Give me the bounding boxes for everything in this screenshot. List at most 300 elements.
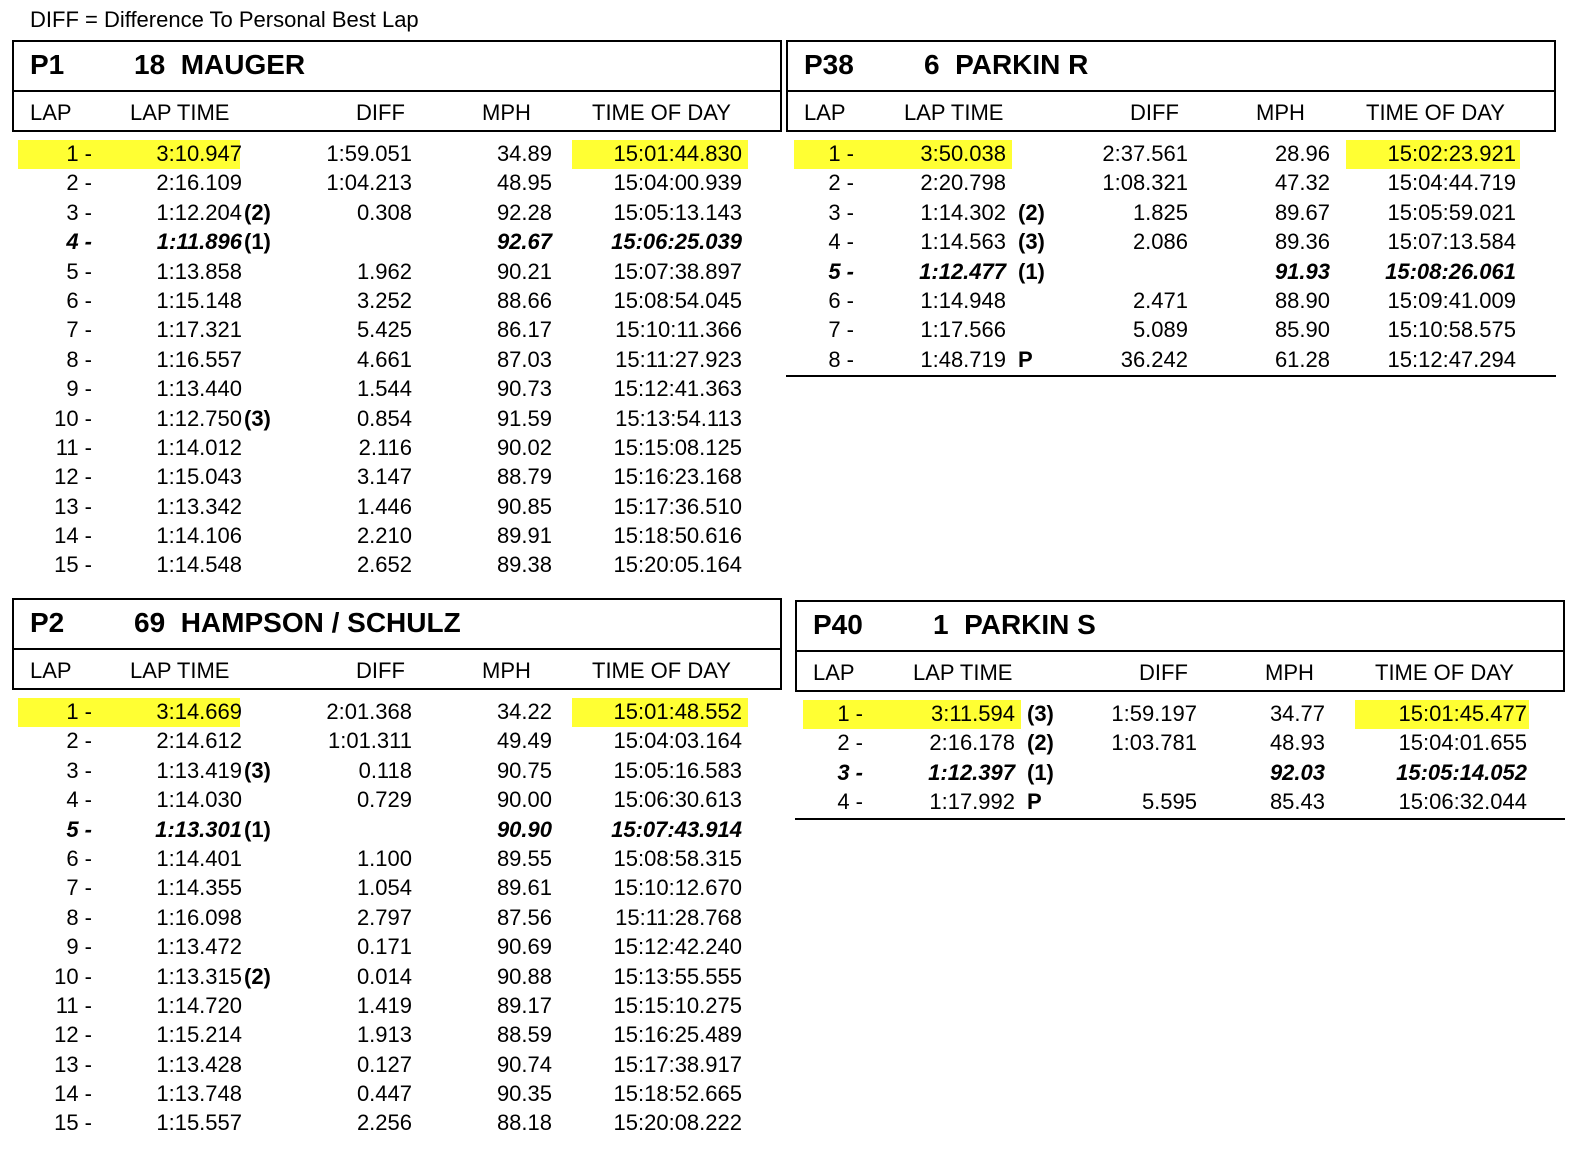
lap-time-of-day: 15:18:52.665 — [613, 1081, 742, 1107]
lap-mph: 34.22 — [496, 699, 552, 724]
lap-diff: 1.054 — [356, 875, 412, 901]
lap-time-of-day: 15:06:25.039 — [611, 229, 742, 255]
lap-time-of-day: 15:10:12.670 — [613, 875, 742, 901]
driver-position: P2 — [30, 607, 65, 638]
lap-row — [786, 346, 1556, 375]
lap-time: 1:13.472 — [156, 934, 242, 960]
lap-number: 1 - — [66, 141, 92, 166]
lap-time-of-day: 15:05:16.583 — [613, 757, 742, 783]
lap-time-of-day: 15:16:25.489 — [613, 1022, 742, 1048]
lap-row — [12, 874, 782, 903]
lap-mph: 88.66 — [496, 287, 552, 313]
lap-row — [12, 904, 782, 933]
lap-mph: 48.95 — [496, 170, 552, 196]
lap-mph: 90.00 — [496, 787, 552, 813]
lap-mph: 92.67 — [496, 229, 552, 255]
lap-diff: 5.595 — [1141, 789, 1197, 815]
lap-time: 1:14.355 — [156, 875, 242, 901]
lap-number: 7 - — [66, 317, 92, 343]
lap-time: 1:12.750 — [156, 405, 242, 431]
driver-header-box — [795, 600, 1565, 692]
lap-mph: 90.75 — [496, 757, 552, 783]
lap-rank-mark: (3) — [1027, 701, 1054, 726]
lap-time-of-day: 15:07:43.914 — [611, 816, 742, 842]
lap-time-of-day: 15:04:44.719 — [1387, 170, 1516, 196]
lap-diff: 2.210 — [356, 523, 412, 549]
lap-diff: 2.116 — [358, 434, 412, 460]
lap-table — [12, 140, 782, 581]
lap-time-of-day: 15:07:13.584 — [1387, 229, 1516, 255]
lap-time-of-day: 15:18:50.616 — [613, 523, 742, 549]
lap-diff: 1.825 — [1132, 199, 1188, 225]
lap-mph: 28.96 — [1274, 141, 1330, 166]
header-mph: MPH — [482, 658, 531, 683]
lap-row — [12, 698, 782, 727]
lap-rank-mark: (1) — [1027, 759, 1054, 785]
lap-row — [12, 522, 782, 551]
header-diff: DIFF — [356, 658, 405, 683]
lap-number: 6 - — [66, 845, 92, 871]
lap-number: 14 - — [54, 523, 92, 549]
lap-time: 1:13.342 — [156, 493, 242, 519]
lap-number: 6 - — [66, 287, 92, 313]
header-tod: TIME OF DAY — [592, 658, 731, 683]
lap-table — [12, 698, 782, 1139]
lap-diff: 1:04.213 — [326, 170, 412, 196]
driver-title-row — [14, 600, 780, 650]
lap-number: 7 - — [66, 875, 92, 901]
lap-diff: 1:59.197 — [1111, 701, 1197, 726]
lap-time: 3:11.594 — [930, 701, 1015, 726]
driver-title-row — [797, 602, 1563, 652]
lap-diff: 0.171 — [356, 934, 412, 960]
lap-number: 3 - — [837, 759, 863, 785]
lap-diff: 0.014 — [356, 963, 412, 989]
header-lap: LAP — [804, 100, 846, 125]
lap-time-of-day: 15:12:47.294 — [1387, 346, 1516, 372]
lap-row — [12, 463, 782, 492]
lap-diff: 2.256 — [356, 1110, 412, 1136]
header-mph: MPH — [482, 100, 531, 125]
lap-row — [786, 169, 1556, 198]
lap-rank-mark: (1) — [244, 816, 271, 842]
lap-row — [12, 845, 782, 874]
lap-time-of-day: 15:15:10.275 — [613, 992, 742, 1018]
lap-time-of-day: 15:12:42.240 — [613, 934, 742, 960]
driver-name: 1 PARKIN S — [933, 609, 1096, 640]
header-tod: TIME OF DAY — [1366, 100, 1505, 125]
lap-row — [12, 169, 782, 198]
column-headers — [14, 650, 780, 688]
lap-diff: 1.544 — [356, 376, 412, 402]
lap-row — [795, 759, 1565, 788]
lap-rank-mark: (2) — [1027, 730, 1054, 756]
lap-number: 15 - — [54, 552, 92, 578]
lap-number: 14 - — [54, 1081, 92, 1107]
driver-panel-p40 — [795, 600, 1565, 820]
lap-row — [12, 1051, 782, 1080]
lap-mph: 90.85 — [496, 493, 552, 519]
lap-time: 1:14.012 — [156, 434, 242, 460]
lap-diff: 1:08.321 — [1102, 170, 1188, 196]
column-headers — [14, 92, 780, 130]
lap-row — [786, 199, 1556, 228]
lap-diff: 2.086 — [1132, 229, 1188, 255]
lap-row — [12, 287, 782, 316]
driver-panel-p2 — [12, 598, 782, 1139]
lap-mph: 87.03 — [496, 346, 552, 372]
header-tod: TIME OF DAY — [1375, 660, 1514, 685]
lap-time-of-day: 15:04:01.655 — [1398, 730, 1527, 756]
lap-time-of-day: 15:12:41.363 — [613, 376, 742, 402]
lap-time-of-day: 15:08:26.061 — [1385, 258, 1516, 284]
lap-mph: 89.36 — [1274, 229, 1330, 255]
header-lap: LAP — [813, 660, 855, 685]
lap-time-of-day: 15:06:30.613 — [613, 787, 742, 813]
lap-time: 3:14.669 — [156, 699, 242, 724]
lap-mph: 89.55 — [496, 845, 552, 871]
lap-row — [786, 316, 1556, 345]
lap-mph: 88.79 — [496, 464, 552, 490]
driver-header-box — [786, 40, 1556, 132]
lap-row — [12, 140, 782, 169]
lap-number: 15 - — [54, 1110, 92, 1136]
lap-number: 4 - — [66, 787, 92, 813]
driver-header-box — [12, 40, 782, 132]
lap-time: 1:16.098 — [156, 904, 242, 930]
lap-row — [12, 346, 782, 375]
lap-number: 8 - — [66, 904, 92, 930]
driver-name: 18 MAUGER — [134, 49, 306, 80]
diff-legend: DIFF = Difference To Personal Best Lap — [30, 7, 419, 32]
lap-number: 12 - — [54, 464, 92, 490]
lap-mph: 34.89 — [496, 141, 552, 166]
lap-mph: 90.02 — [496, 434, 552, 460]
lap-number: 2 - — [837, 730, 863, 756]
lap-row — [786, 258, 1556, 287]
lap-row — [12, 258, 782, 287]
lap-diff: 2.652 — [356, 552, 412, 578]
lap-time: 2:16.178 — [929, 730, 1015, 756]
lap-time: 1:15.043 — [156, 464, 242, 490]
lap-time-of-day: 15:01:44.830 — [613, 141, 742, 166]
lap-diff: 1.100 — [356, 845, 412, 871]
header-mph: MPH — [1256, 100, 1305, 125]
lap-number: 3 - — [66, 199, 92, 225]
lap-time-of-day: 15:04:00.939 — [613, 170, 742, 196]
lap-number: 11 - — [55, 434, 92, 460]
lap-mph: 90.35 — [496, 1081, 552, 1107]
lap-time-of-day: 15:13:55.555 — [613, 963, 742, 989]
lap-time: 2:14.612 — [156, 728, 242, 754]
lap-diff: 2:37.561 — [1102, 141, 1188, 166]
column-headers — [797, 652, 1563, 690]
lap-time: 1:14.548 — [156, 552, 242, 578]
lap-time: 1:12.477 — [919, 258, 1006, 284]
driver-panel-p1 — [12, 40, 782, 581]
lap-row — [12, 933, 782, 962]
lap-time: 1:13.428 — [156, 1051, 242, 1077]
lap-time-of-day: 15:10:11.366 — [615, 317, 742, 343]
column-headers — [788, 92, 1554, 130]
lap-number: 5 - — [828, 258, 854, 284]
lap-number: 2 - — [66, 170, 92, 196]
lap-mph: 90.90 — [496, 816, 552, 842]
lap-rank-mark: (2) — [244, 199, 271, 225]
header-diff: DIFF — [1139, 660, 1188, 685]
header-tod: TIME OF DAY — [592, 100, 731, 125]
lap-row — [12, 816, 782, 845]
lap-time-of-day: 15:05:14.052 — [1396, 759, 1527, 785]
lap-number: 4 - — [66, 229, 92, 255]
lap-time: 1:12.397 — [928, 759, 1015, 785]
lap-mph: 85.90 — [1274, 317, 1330, 343]
lap-time: 2:16.109 — [156, 170, 242, 196]
lap-mph: 34.77 — [1269, 701, 1325, 726]
lap-diff: 1:01.311 — [327, 728, 412, 754]
lap-number: 1 - — [837, 701, 863, 726]
lap-time-of-day: 15:07:38.897 — [613, 258, 742, 284]
lap-time: 2:20.798 — [920, 170, 1006, 196]
lap-mph: 90.21 — [496, 258, 552, 284]
lap-time-of-day: 15:08:54.045 — [613, 287, 742, 313]
lap-time: 1:16.557 — [156, 346, 242, 372]
lap-time-of-day: 15:01:48.552 — [613, 699, 742, 724]
lap-row — [12, 199, 782, 228]
lap-rank-mark: P — [1027, 789, 1042, 815]
lap-rank-mark: (3) — [244, 757, 271, 783]
lap-diff: 1.446 — [356, 493, 412, 519]
lap-number: 5 - — [66, 816, 92, 842]
lap-diff: 0.729 — [356, 787, 412, 813]
lap-diff: 1:59.051 — [326, 141, 412, 166]
lap-number: 5 - — [66, 258, 92, 284]
lap-number: 11 - — [55, 992, 92, 1018]
lap-mph: 91.59 — [496, 405, 552, 431]
lap-diff: 0.127 — [356, 1051, 412, 1077]
lap-diff: 3.252 — [356, 287, 412, 313]
lap-time: 1:14.401 — [156, 845, 242, 871]
lap-time-of-day: 15:20:05.164 — [613, 552, 742, 578]
lap-row — [795, 729, 1565, 758]
lap-mph: 49.49 — [496, 728, 552, 754]
lap-number: 3 - — [828, 199, 854, 225]
lap-number: 3 - — [66, 757, 92, 783]
lap-time: 1:15.214 — [156, 1022, 242, 1048]
lap-rank-mark: (2) — [1018, 199, 1045, 225]
lap-number: 4 - — [828, 229, 854, 255]
lap-time-of-day: 15:16:23.168 — [613, 464, 742, 490]
lap-number: 9 - — [66, 934, 92, 960]
lap-time: 1:13.748 — [156, 1081, 242, 1107]
lap-rank-mark: (3) — [244, 405, 271, 431]
lap-row — [12, 316, 782, 345]
lap-time-of-day: 15:10:58.575 — [1387, 317, 1516, 343]
lap-mph: 86.17 — [496, 317, 552, 343]
lap-number: 10 - — [54, 405, 92, 431]
lap-time: 1:14.720 — [156, 992, 242, 1018]
lap-mph: 90.73 — [496, 376, 552, 402]
lap-time-of-day: 15:17:36.510 — [613, 493, 742, 519]
lap-mph: 89.38 — [496, 552, 552, 578]
lap-row — [12, 963, 782, 992]
lap-rank-mark: P — [1018, 346, 1033, 372]
lap-mph: 90.69 — [496, 934, 552, 960]
lap-time-of-day: 15:17:38.917 — [613, 1051, 742, 1077]
lap-row — [795, 788, 1565, 817]
lap-diff: 1:03.781 — [1111, 730, 1197, 756]
lap-row — [12, 1021, 782, 1050]
lap-number: 6 - — [828, 287, 854, 313]
lap-time: 1:11.896 — [156, 229, 242, 255]
header-lap: LAP — [30, 658, 72, 683]
lap-number: 4 - — [837, 789, 863, 815]
lap-rank-mark: (1) — [1018, 258, 1045, 284]
lap-row — [12, 727, 782, 756]
header-mph: MPH — [1265, 660, 1314, 685]
lap-time-of-day: 15:05:13.143 — [613, 199, 742, 225]
lap-number: 13 - — [54, 493, 92, 519]
lap-row — [12, 1109, 782, 1138]
header-lap-time: LAP TIME — [130, 658, 230, 683]
lap-mph: 85.43 — [1269, 789, 1325, 815]
lap-number: 1 - — [828, 141, 854, 166]
lap-row — [12, 757, 782, 786]
header-lap: LAP — [30, 100, 72, 125]
lap-time: 1:14.302 — [920, 199, 1006, 225]
lap-row — [12, 375, 782, 404]
lap-table — [786, 140, 1556, 377]
lap-mph: 89.91 — [496, 523, 552, 549]
lap-mph: 92.28 — [496, 199, 552, 225]
driver-position: P40 — [813, 609, 863, 640]
lap-time: 1:14.948 — [920, 287, 1006, 313]
lap-time: 1:15.148 — [156, 287, 242, 313]
lap-row — [12, 228, 782, 257]
lap-time: 1:13.419 — [156, 757, 242, 783]
lap-mph: 89.67 — [1274, 199, 1330, 225]
lap-row — [12, 551, 782, 580]
header-diff: DIFF — [356, 100, 405, 125]
lap-table — [795, 700, 1565, 820]
lap-number: 10 - — [54, 963, 92, 989]
lap-number: 12 - — [54, 1022, 92, 1048]
lap-diff: 1.913 — [356, 1022, 412, 1048]
lap-mph: 48.93 — [1269, 730, 1325, 756]
lap-row — [786, 287, 1556, 316]
driver-title-row — [14, 42, 780, 92]
lap-rank-mark: (3) — [1018, 229, 1045, 255]
lap-row — [12, 493, 782, 522]
lap-diff: 0.118 — [358, 757, 412, 783]
lap-time-of-day: 15:05:59.021 — [1387, 199, 1516, 225]
lap-time: 1:14.106 — [156, 523, 242, 549]
lap-number: 9 - — [66, 376, 92, 402]
lap-number: 1 - — [66, 699, 92, 724]
lap-diff: 2.797 — [356, 904, 412, 930]
lap-mph: 47.32 — [1274, 170, 1330, 196]
lap-time: 1:12.204 — [156, 199, 242, 225]
lap-time-of-day: 15:01:45.477 — [1398, 701, 1527, 726]
driver-position: P1 — [30, 49, 65, 80]
lap-diff: 3.147 — [356, 464, 412, 490]
lap-time: 1:48.719 — [920, 346, 1006, 372]
lap-time: 1:13.315 — [156, 963, 242, 989]
lap-number: 7 - — [828, 317, 854, 343]
lap-time: 1:13.858 — [156, 258, 242, 284]
lap-time: 1:17.566 — [920, 317, 1006, 343]
lap-time: 1:14.563 — [920, 229, 1006, 255]
lap-diff: 5.425 — [356, 317, 412, 343]
lap-time-of-day: 15:11:28.768 — [615, 904, 742, 930]
lap-rank-mark: (2) — [244, 963, 271, 989]
lap-rank-mark: (1) — [244, 229, 271, 255]
lap-row — [12, 1080, 782, 1109]
lap-time-of-day: 15:02:23.921 — [1387, 141, 1516, 166]
lap-time-of-day: 15:20:08.222 — [613, 1110, 742, 1136]
lap-time: 3:10.947 — [156, 141, 242, 166]
lap-number: 8 - — [66, 346, 92, 372]
header-diff: DIFF — [1130, 100, 1179, 125]
header-lap-time: LAP TIME — [913, 660, 1013, 685]
lap-mph: 61.28 — [1274, 346, 1330, 372]
lap-time-of-day: 15:08:58.315 — [613, 845, 742, 871]
header-lap-time: LAP TIME — [130, 100, 230, 125]
lap-time-of-day: 15:11:27.923 — [615, 346, 742, 372]
lap-time: 1:15.557 — [156, 1110, 242, 1136]
lap-time-of-day: 15:06:32.044 — [1398, 789, 1527, 815]
lap-time-of-day: 15:04:03.164 — [613, 728, 742, 754]
lap-time-of-day: 15:15:08.125 — [613, 434, 742, 460]
lap-diff: 2.471 — [1132, 287, 1188, 313]
lap-time: 1:17.992 — [929, 789, 1015, 815]
lap-row — [786, 228, 1556, 257]
lap-row — [12, 434, 782, 463]
lap-diff: 4.661 — [356, 346, 412, 372]
lap-row — [795, 700, 1565, 729]
lap-diff: 2:01.368 — [326, 699, 412, 724]
lap-mph: 88.90 — [1274, 287, 1330, 313]
lap-mph: 88.18 — [496, 1110, 552, 1136]
lap-diff: 5.089 — [1132, 317, 1188, 343]
lap-mph: 88.59 — [496, 1022, 552, 1048]
driver-panel-p38 — [786, 40, 1556, 377]
lap-time: 1:13.301 — [155, 816, 242, 842]
lap-time: 3:50.038 — [920, 141, 1006, 166]
lap-diff: 1.962 — [356, 258, 412, 284]
lap-mph: 90.74 — [496, 1051, 552, 1077]
lap-time: 1:13.440 — [156, 376, 242, 402]
driver-title-row — [788, 42, 1554, 92]
lap-mph: 91.93 — [1274, 258, 1330, 284]
lap-mph: 90.88 — [496, 963, 552, 989]
lap-number: 8 - — [828, 346, 854, 372]
driver-header-box — [12, 598, 782, 690]
lap-row — [12, 992, 782, 1021]
lap-number: 2 - — [828, 170, 854, 196]
header-lap-time: LAP TIME — [904, 100, 1004, 125]
lap-mph: 89.61 — [496, 875, 552, 901]
lap-number: 2 - — [66, 728, 92, 754]
lap-diff: 1.419 — [356, 992, 412, 1018]
lap-diff: 0.447 — [356, 1081, 412, 1107]
lap-row — [12, 405, 782, 434]
driver-name: 69 HAMPSON / SCHULZ — [134, 607, 461, 638]
lap-diff: 0.308 — [356, 199, 412, 225]
lap-time: 1:17.321 — [156, 317, 242, 343]
lap-time: 1:14.030 — [156, 787, 242, 813]
lap-time-of-day: 15:09:41.009 — [1387, 287, 1516, 313]
